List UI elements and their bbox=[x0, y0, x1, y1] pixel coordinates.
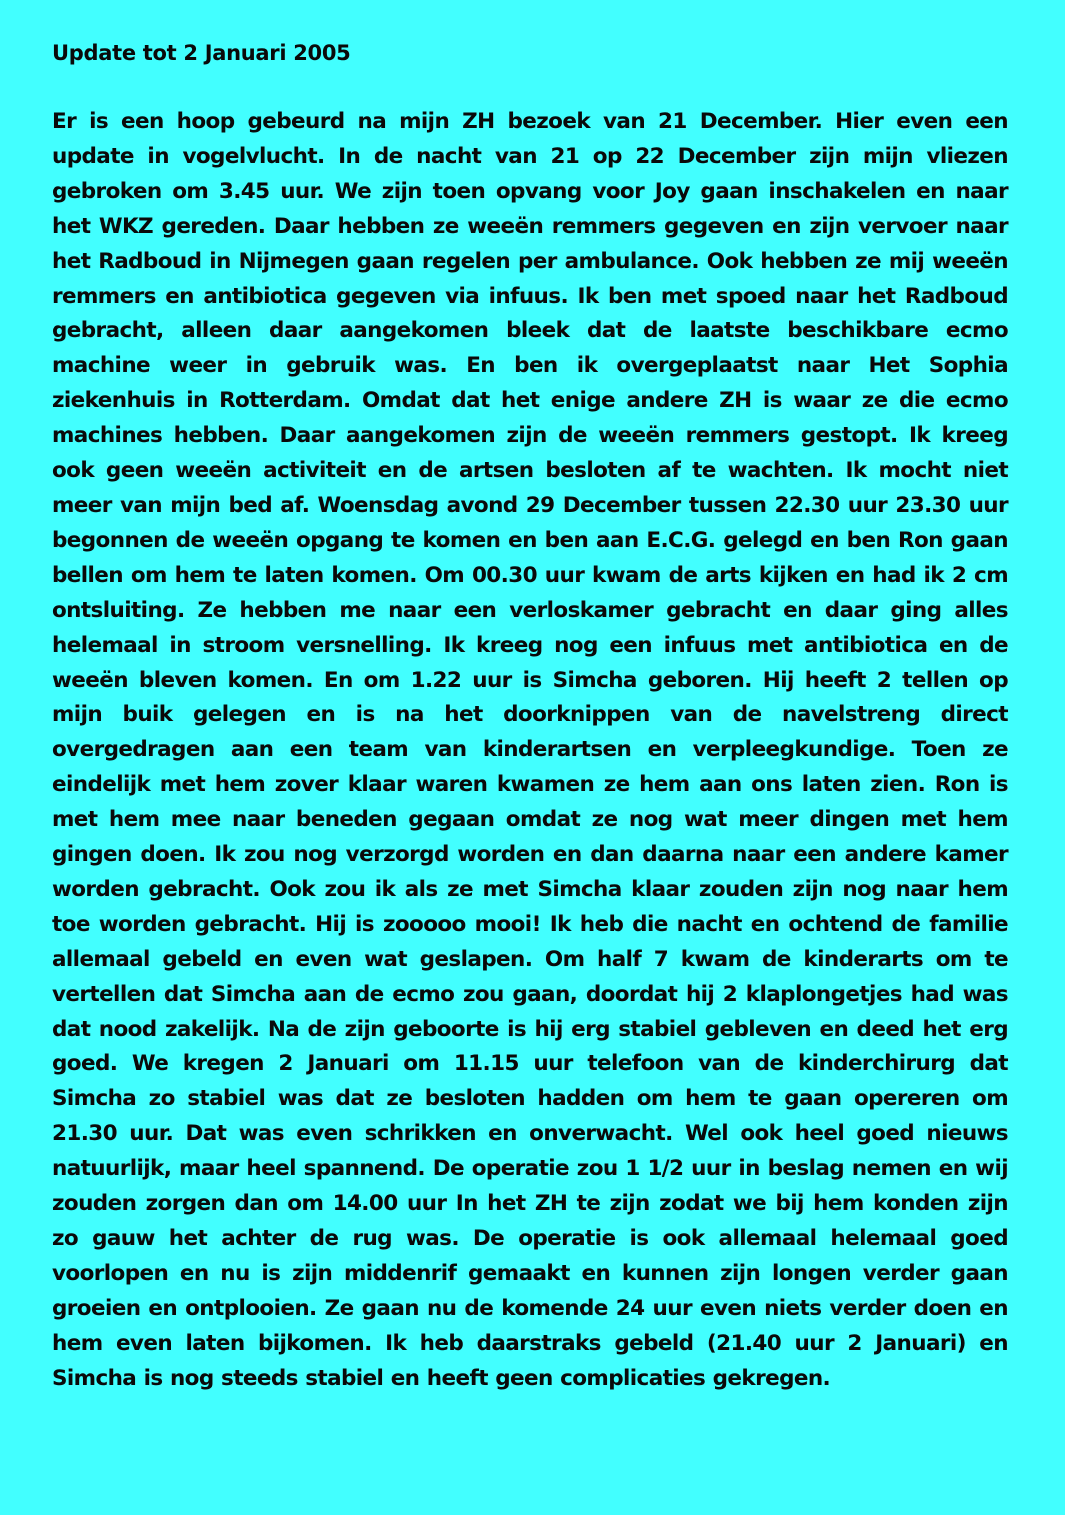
document-title: Update tot 2 Januari 2005 bbox=[52, 41, 351, 65]
document-page bbox=[52, 36, 1008, 1397]
document-body: Er is een hoop gebeurd na mijn ZH bezoek van 21 December. Hier even een update in vogelvlucht. In de nacht van 21 op 22 December zijn mijn vliezen gebroken om 3.45 uur. We zijn toen opvang voor Joy gaan inschakelen en naar het WKZ gereden. Daar hebben ze weeën remmers gegeven en zijn vervoer naar het Radboud in Nijmegen gaan regelen per ambulance. Ook hebben ze mij weeën remmers en antibiotica gegeven via infuus. Ik ben met spoed naar het Radboud gebracht, alleen daar aangekomen bleek dat de laatste beschikbare ecmo machine weer in gebruik was. En ben ik overgeplaatst naar Het Sophia ziekenhuis in Rotterdam. Omdat dat het enige andere ZH is waar ze die ecmo machines hebben. Daar aangekomen zijn de weeën remmers gestopt. Ik kreeg ook geen weeën activiteit en de artsen besloten af te wachten. Ik mocht niet meer van mijn bed af. Woensdag avond 29 December tussen 22.30 uur 23.30 uur begonnen de weeën opgang te komen en ben aan E.C.G. gelegd en ben Ron gaan bellen om hem te laten komen. Om 00.30 uur kwam de arts kijken en had ik 2 cm ontsluiting. Ze hebben me naar een verloskamer gebracht en daar ging alles helemaal in stroom versnelling. Ik kreeg nog een infuus met antibiotica en de weeën bleven komen. En om 1.22 uur is Simcha geboren. Hij heeft 2 tellen op mijn buik gelegen en is na het doorknippen van de navelstreng direct overgedragen aan een team van kinderartsen en verpleegkundige. Toen ze eindelijk met hem zover klaar waren kwamen ze hem aan ons laten zien. Ron is met hem mee naar beneden gegaan omdat ze nog wat meer dingen met hem gingen doen. Ik zou nog verzorgd worden en dan daarna naar een andere kamer worden gebracht. Ook zou ik als ze met Simcha klaar zouden zijn nog naar hem toe worden gebracht. Hij is zooooo mooi! Ik heb die nacht en ochtend de familie allemaal gebeld en even wat geslapen. Om half 7 kwam de kinderarts om te vertellen dat Simcha aan de ecmo zou gaan, doordat hij 2 klaplongetjes had was dat nood zakelijk. Na de zijn geboorte is hij erg stabiel gebleven en deed het erg goed. We kregen 2 Januari om 11.15 uur telefoon van de kinderchirurg dat Simcha zo stabiel was dat ze besloten hadden om hem te gaan opereren om 21.30 uur. Dat was even schrikken en onverwacht. Wel ook heel goed nieuws natuurlijk, maar heel spannend. De operatie zou 1 1/2 uur in beslag nemen en wij zouden zorgen dan om 14.00 uur In het ZH te zijn zodat we bij hem konden zijn zo gauw het achter de rug was. De operatie is ook allemaal helemaal goed voorlopen en nu is zijn middenrif gemaakt en kunnen zijn longen verder gaan groeien en ontplooien. Ze gaan nu de komende 24 uur even niets verder doen en hem even laten bijkomen. Ik heb daarstraks gebeld (21.40 uur 2 Januari) en Simcha is nog steeds stabiel en heeft geen complicaties gekregen. bbox=[52, 109, 1008, 1391]
